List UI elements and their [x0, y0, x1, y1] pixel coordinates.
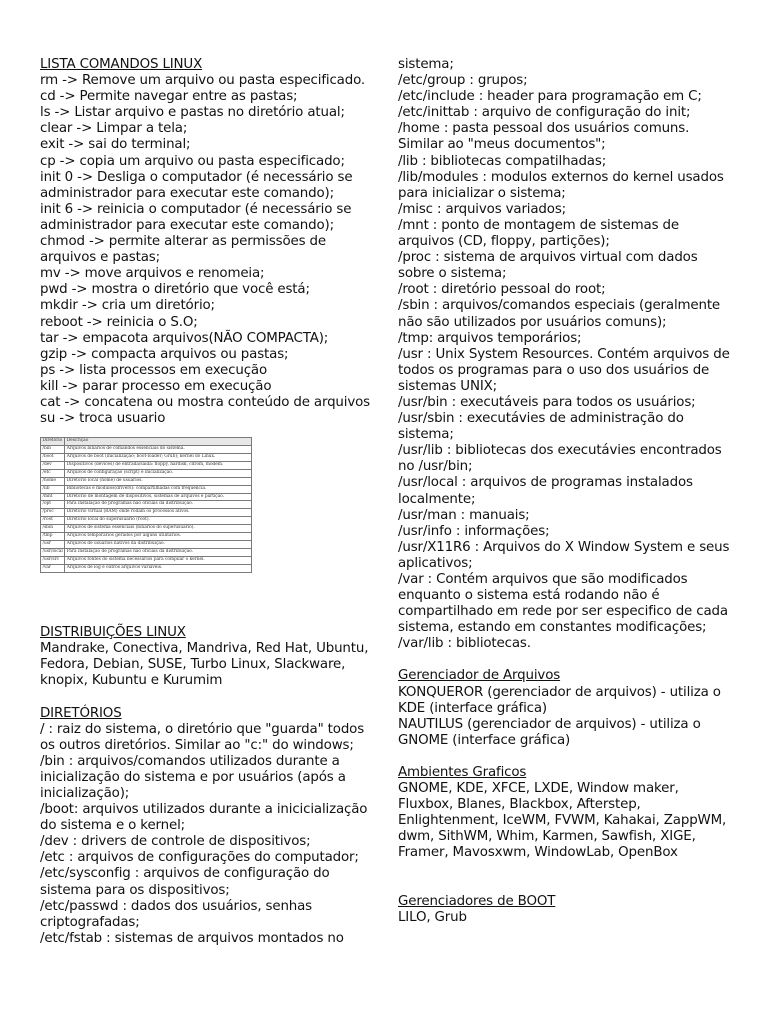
- desktop-environments-list: [398, 781, 738, 861]
- text-line: /proc : sistema de arquivos virtual com dados: [398, 250, 698, 266]
- text-line: sistema para os dispositivos;: [40, 882, 230, 898]
- table-row: [41, 533, 252, 541]
- table-row: [41, 525, 252, 533]
- text-line: sistemas UNIX;: [398, 378, 497, 394]
- table-cell-directory: /dev: [41, 461, 65, 469]
- text-line: init 0 -> Desliga o computador (é necessário se: [40, 169, 353, 185]
- dirs-heading: DIRETÓRIOS: [40, 705, 122, 721]
- text-line: /sbin : arquivos/comandos especiais (geralmente: [398, 298, 721, 314]
- text-line: clear -> Limpar a tela;: [40, 121, 188, 137]
- text-line: sistema, estando em constantes modificações;: [398, 620, 707, 636]
- text-line: chmod -> permite alterar as permissões de: [40, 234, 326, 250]
- text-line: /etc/inittab : arquivo de configuração do init;: [398, 105, 691, 121]
- table-cell-directory: /usr/local: [41, 548, 65, 556]
- table-cell-description: Diretório local (home) de usuários.: [65, 477, 252, 485]
- text-line: /usr/sbin : executávies de administração do: [398, 411, 684, 427]
- text-line: su -> troca usuario: [40, 411, 166, 427]
- text-line: Similar ao "meus documentos";: [398, 137, 606, 153]
- text-line: /var/lib : bibliotecas.: [398, 636, 531, 652]
- text-line: os outros diretórios. Similar ao "c:" do windows;: [40, 737, 354, 753]
- text-line: /etc/group : grupos;: [398, 73, 528, 89]
- text-line: kill -> parar processo em execução: [40, 378, 272, 394]
- table-cell-directory: /boot: [41, 453, 65, 461]
- text-line: /usr : Unix System Resources. Contém arquivos de: [398, 346, 730, 362]
- commands-heading: LISTA COMANDOS LINUX: [40, 57, 203, 72]
- text-line: cp -> copia um arquivo ou pasta especificado;: [40, 153, 345, 169]
- text-line: sistema;: [398, 57, 454, 72]
- table-cell-directory: /tmp: [41, 533, 65, 541]
- text-line: /home : pasta pessoal dos usuários comuns.: [398, 121, 690, 137]
- table-cell-directory: /opt: [41, 501, 65, 509]
- text-line: do sistema e o kernel;: [40, 818, 186, 834]
- text-line: /etc/fstab : sistemas de arquivos montados no: [40, 930, 344, 946]
- text-line: / : raiz do sistema, o diretório que "guarda" todos: [40, 721, 365, 737]
- text-line: NAUTILUS (gerenciador de arquivos) - utiliza o: [398, 716, 701, 732]
- text-line: sistema;: [398, 427, 454, 443]
- text-line: inicialização);: [40, 786, 130, 801]
- table-cell-description: Bibliotecas e módulos(drivers): compartilhadas com frequência.: [65, 485, 252, 493]
- text-line: Framer, Mavosxwm, WindowLab, OpenBox: [398, 845, 678, 861]
- table-row: [41, 477, 252, 485]
- text-line: pwd -> mostra o diretório que você está;: [40, 282, 310, 298]
- text-line: sobre o sistema;: [398, 266, 507, 282]
- distros-heading: DISTRIBUIÇÕES LINUX: [40, 625, 186, 641]
- table-cell-description: Arquivos de boot (inicialização; boot-loader; Grub); kernel do Linux.: [65, 453, 252, 461]
- table-row: [41, 540, 252, 548]
- text-line: aplicativos;: [398, 555, 473, 571]
- table-row: [41, 446, 252, 454]
- table-row: [41, 556, 252, 564]
- table-cell-directory: /proc: [41, 509, 65, 517]
- text-line: /etc/include : header para programação em C;: [398, 89, 702, 105]
- file-managers-list: [398, 685, 738, 749]
- text-line: administrador para executar este comando);: [40, 185, 334, 201]
- text-line: rm -> Remove um arquivo ou pasta especificado.: [40, 73, 366, 89]
- distros-list: [40, 641, 380, 689]
- text-line: GNOME, KDE, XFCE, LXDE, Window maker,: [398, 781, 679, 797]
- text-line: /usr/bin : executáveis para todos os usuários;: [398, 394, 696, 410]
- text-line: cat -> concatena ou mostra conteúdo de arquivos: [40, 394, 370, 410]
- text-line: /root : diretório pessoal do root;: [398, 282, 606, 298]
- text-line: knopix, Kubuntu e Kurumim: [40, 673, 223, 689]
- text-line: Mandrake, Conectiva, Mandriva, Red Hat, Ubuntu,: [40, 641, 369, 657]
- table-cell-directory: /usr: [41, 540, 65, 548]
- text-line: tar -> empacota arquivos(NÃO COMPACTA);: [40, 330, 329, 346]
- table-row: [41, 564, 252, 572]
- text-line: /usr/local : arquivos de programas instalados: [398, 475, 693, 491]
- table-row: [41, 493, 252, 501]
- boot-managers-heading: Gerenciadores de BOOT: [398, 893, 556, 909]
- text-line: KONQUEROR (gerenciador de arquivos) - utiliza o: [398, 684, 721, 700]
- table-cell-description: Para instalação de programas não oficiais da distribuição.: [65, 501, 252, 509]
- text-line: /lib : bibliotecas compatilhadas;: [398, 153, 607, 169]
- table-cell-description: Arquivos de log e outros arquivos variáveis.: [65, 564, 252, 572]
- table-cell-description: Para instalação de programas não oficiais da distribuição.: [65, 548, 252, 556]
- table-cell-directory: /home: [41, 477, 65, 485]
- table-cell-description: Dispositivos (devices) de entrada/saída: floppy, hardisk, cdrom, modem.: [65, 461, 252, 469]
- text-line: Fluxbox, Blanes, Blackbox, Afterstep,: [398, 797, 641, 813]
- text-line: mv -> move arquivos e renomeia;: [40, 266, 265, 282]
- table-cell-description: Arquivos temporários gerados por alguns utilitários.: [65, 533, 252, 541]
- table-cell-directory: /bin: [41, 446, 65, 454]
- table-cell-description: Arquivos binários de comandos essenciais do sistema.: [65, 446, 252, 454]
- text-line: /mnt : ponto de montagem de sistemas de: [398, 217, 679, 233]
- text-line: dwm, SithWM, Whim, Karmen, Sawfish, XIGE,: [398, 829, 696, 845]
- text-line: cd -> Permite navegar entre as pastas;: [40, 89, 298, 105]
- text-line: /var : Contém arquivos que são modificados: [398, 572, 688, 587]
- text-line: arquivos e pastas;: [40, 250, 160, 266]
- text-line: /etc/passwd : dados dos usuários, senhas: [40, 898, 312, 914]
- text-line: /lib/modules : modulos externos do kernel usados: [398, 169, 724, 185]
- right-column: [398, 57, 738, 926]
- text-line: init 6 -> reinicia o computador (é necessário se: [40, 201, 352, 217]
- table-row: [41, 461, 252, 469]
- table-row: [41, 453, 252, 461]
- directory-table: [40, 437, 252, 572]
- text-line: /usr/X11R6 : Arquivos do X Window System e seus: [398, 539, 730, 555]
- table-header-directory: Diretório: [41, 438, 65, 446]
- table-cell-description: Arquivos de configuração (script) e inicialização.: [65, 469, 252, 477]
- text-line: KDE (interface gráfica): [398, 700, 547, 716]
- text-line: ls -> Listar arquivo e pastas no diretório atual;: [40, 105, 345, 121]
- text-line: enquanto o sistema está rodando não é: [398, 588, 660, 604]
- table-row: [41, 548, 252, 556]
- table-cell-directory: /lib: [41, 485, 65, 493]
- table-cell-description: Arquivos de sistema essenciais (binários do superusuário).: [65, 525, 252, 533]
- table-cell-directory: /var: [41, 564, 65, 572]
- text-line: /usr/lib : bibliotecas dos executávies encontrados: [398, 443, 722, 459]
- text-line: mkdir -> cria um diretório;: [40, 298, 215, 314]
- table-row: [41, 509, 252, 517]
- table-cell-description: Arquivos de usuários nativos da distribuição.: [65, 540, 252, 548]
- text-line: inicialização do sistema e por usuários (após a: [40, 769, 346, 785]
- table-cell-directory: /sbin: [41, 525, 65, 533]
- text-line: criptografadas;: [40, 914, 140, 930]
- table-cell-directory: /root: [41, 517, 65, 525]
- text-line: /bin : arquivos/comandos utilizados durante a: [40, 753, 340, 769]
- text-line: Fedora, Debian, SUSE, Turbo Linux, Slackware,: [40, 657, 346, 673]
- table-cell-description: Diretório local do superusuário (root).: [65, 517, 252, 525]
- text-line: GNOME (interface gráfica): [398, 732, 571, 748]
- table-cell-description: Diretório de montagem de dispositivos, sistemas de arquivos e partição.: [65, 493, 252, 501]
- table-row: [41, 517, 252, 525]
- dirs-continued-list: [398, 57, 738, 652]
- text-line: ps -> lista processos em execução: [40, 362, 268, 378]
- text-line: gzip -> compacta arquivos ou pastas;: [40, 346, 289, 362]
- text-line: localmente;: [398, 491, 476, 507]
- text-line: /usr/info : informações;: [398, 523, 550, 539]
- text-line: /etc : arquivos de configurações do computador;: [40, 850, 359, 866]
- text-line: compartilhado em rede por ser especifico de cada: [398, 604, 728, 620]
- table-cell-description: Diretório virtual (RAM) onde rodam os processos ativos.: [65, 509, 252, 517]
- text-line: para inicializar o sistema;: [398, 185, 566, 201]
- table-cell-description: Arquivos fontes do sistema necessários para compilar o kernel.: [65, 556, 252, 564]
- text-line: arquivos (CD, floppy, partições);: [398, 234, 610, 250]
- text-line: /boot: arquivos utilizados durante a inicicialização: [40, 802, 368, 818]
- text-line: reboot -> reinicia o S.O;: [40, 314, 198, 330]
- text-line: /misc : arquivos variados;: [398, 201, 567, 217]
- text-line: todos os programas para o uso dos usuários de: [398, 362, 710, 378]
- text-line: LILO, Grub: [398, 909, 467, 925]
- left-column: [40, 57, 380, 947]
- table-header-description: Descrição: [65, 438, 252, 446]
- table-cell-directory: /etc: [41, 469, 65, 477]
- table-cell-directory: /mnt: [41, 493, 65, 501]
- file-managers-heading: Gerenciador de Arquivos: [398, 668, 561, 684]
- dirs-list: [40, 722, 380, 947]
- desktop-environments-heading: Ambientes Graficos: [398, 764, 527, 780]
- table-row: [41, 501, 252, 509]
- table-cell-directory: /usr/src: [41, 556, 65, 564]
- text-line: no /usr/bin;: [398, 459, 473, 475]
- directory-table-body: [41, 446, 252, 573]
- text-line: Enlightenment, IceWM, FVWM, Kahakai, ZappWM,: [398, 813, 727, 829]
- text-line: /etc/sysconfig : arquivos de configuração do: [40, 866, 330, 882]
- table-row: [41, 485, 252, 493]
- text-line: exit -> sai do terminal;: [40, 137, 191, 153]
- text-line: não são utilizados por usuários comuns);: [398, 314, 667, 330]
- directory-table-image: [40, 437, 380, 615]
- table-row: [41, 469, 252, 477]
- boot-managers-list: [398, 910, 738, 926]
- text-line: administrador para executar este comando);: [40, 217, 334, 233]
- text-line: /usr/man : manuais;: [398, 507, 530, 523]
- text-line: /dev : drivers de controle de dispositivos;: [40, 834, 311, 850]
- commands-list: [40, 73, 380, 427]
- text-line: /tmp: arquivos temporários;: [398, 330, 582, 346]
